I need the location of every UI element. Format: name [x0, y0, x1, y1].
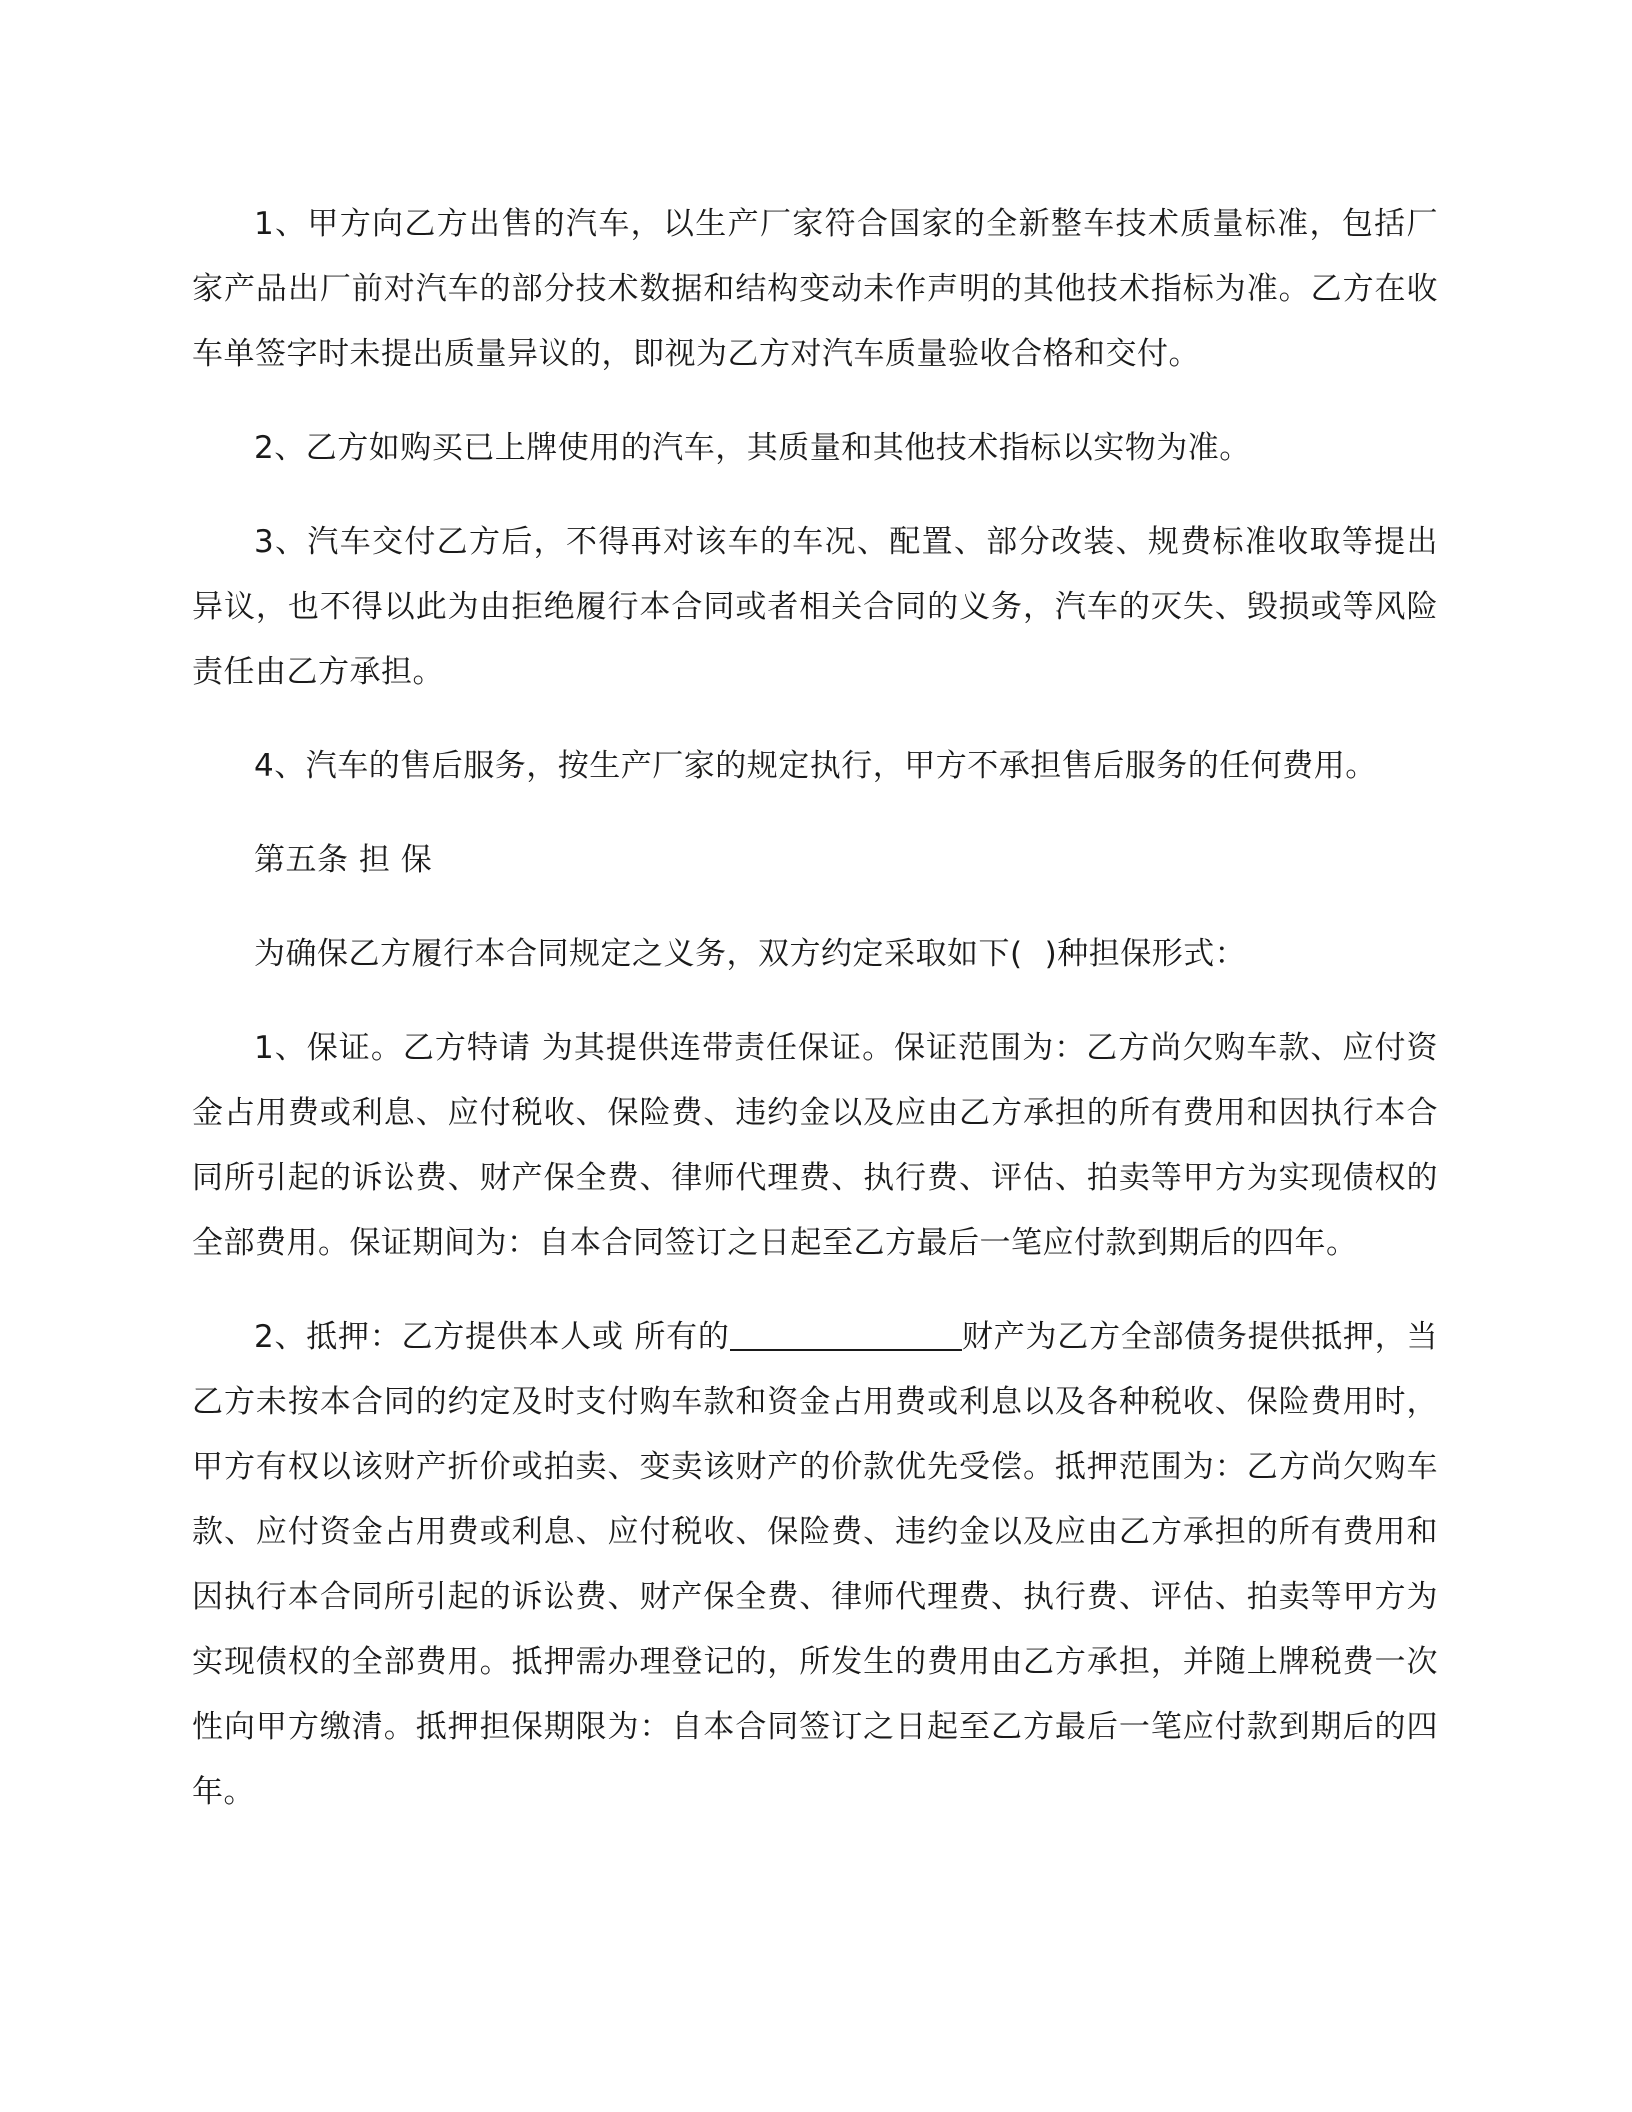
- guarantee-intro: [192, 922, 1438, 987]
- clause-delivery-risk: 3、汽车交付乙方后，不得再对该车的车况、配置、部分改装、规费标准收取等提出异议，也不得以此为由拒绝履行本合同或者相关合同的义务，汽车的灭失、毁损或等风险责任由乙方承担。: [192, 524, 1438, 690]
- section-heading-guarantee: 第五条 担 保: [254, 842, 433, 878]
- property-fill-blank: [730, 1318, 962, 1351]
- clause-after-sales: 4、汽车的售后服务，按生产厂家的规定执行，甲方不承担售后服务的任何费用。: [254, 748, 1377, 784]
- clause-used-car-quality: 2、乙方如购买已上牌使用的汽车，其质量和其他技术指标以实物为准。: [254, 430, 1251, 466]
- clause-surety: 1、保证。乙方特请 为其提供连带责任保证。保证范围为：乙方尚欠购车款、应付资金占用费或利息、应付税收、保险费、违约金以及应由乙方承担的所有费用和因执行本合同所引起的诉讼费、财产保全费、律师代理费、执行费、评估、拍卖等甲方为实现债权的全部费用。保证期间为：自本合同签订之日起至乙方最后一笔应付款到期后的四年。: [192, 1030, 1438, 1261]
- clause-mortgage: [192, 1305, 1438, 1825]
- guarantee-intro-text-end: )种担保形式：: [1044, 936, 1247, 972]
- guarantee-intro-text-start: 为确保乙方履行本合同规定之义务，双方约定采取如下(: [254, 936, 1023, 972]
- clause-quality-standard: 1、甲方向乙方出售的汽车，以生产厂家符合国家的全新整车技术质量标准，包括厂家产品出厂前对汽车的部分技术数据和结构变动未作声明的其他技术指标为准。乙方在收车单签字时未提出质量异议的，即视为乙方对汽车质量验收合格和交付。: [192, 206, 1438, 372]
- mortgage-text-end: 财产为乙方全部债务提供抵押，当乙方未按本合同的约定及时支付购车款和资金占用费或利息以及各种税收、保险费用时，甲方有权以该财产折价或拍卖、变卖该财产的价款优先受偿。抵押范围为：乙方尚欠购车款、应付资金占用费或利息、应付税收、保险费、违约金以及应由乙方承担的所有费用和因执行本合同所引起的诉讼费、财产保全费、律师代理费、执行费、评估、拍卖等甲方为实现债权的全部费用。抵押需办理登记的，所发生的费用由乙方承担，并随上牌税费一次性向甲方缴清。抵押担保期限为：自本合同签订之日起至乙方最后一笔应付款到期后的四年。: [192, 1319, 1439, 1810]
- mortgage-text-start: 2、抵押：乙方提供本人或 所有的: [254, 1319, 730, 1355]
- document-body: [192, 192, 1438, 1854]
